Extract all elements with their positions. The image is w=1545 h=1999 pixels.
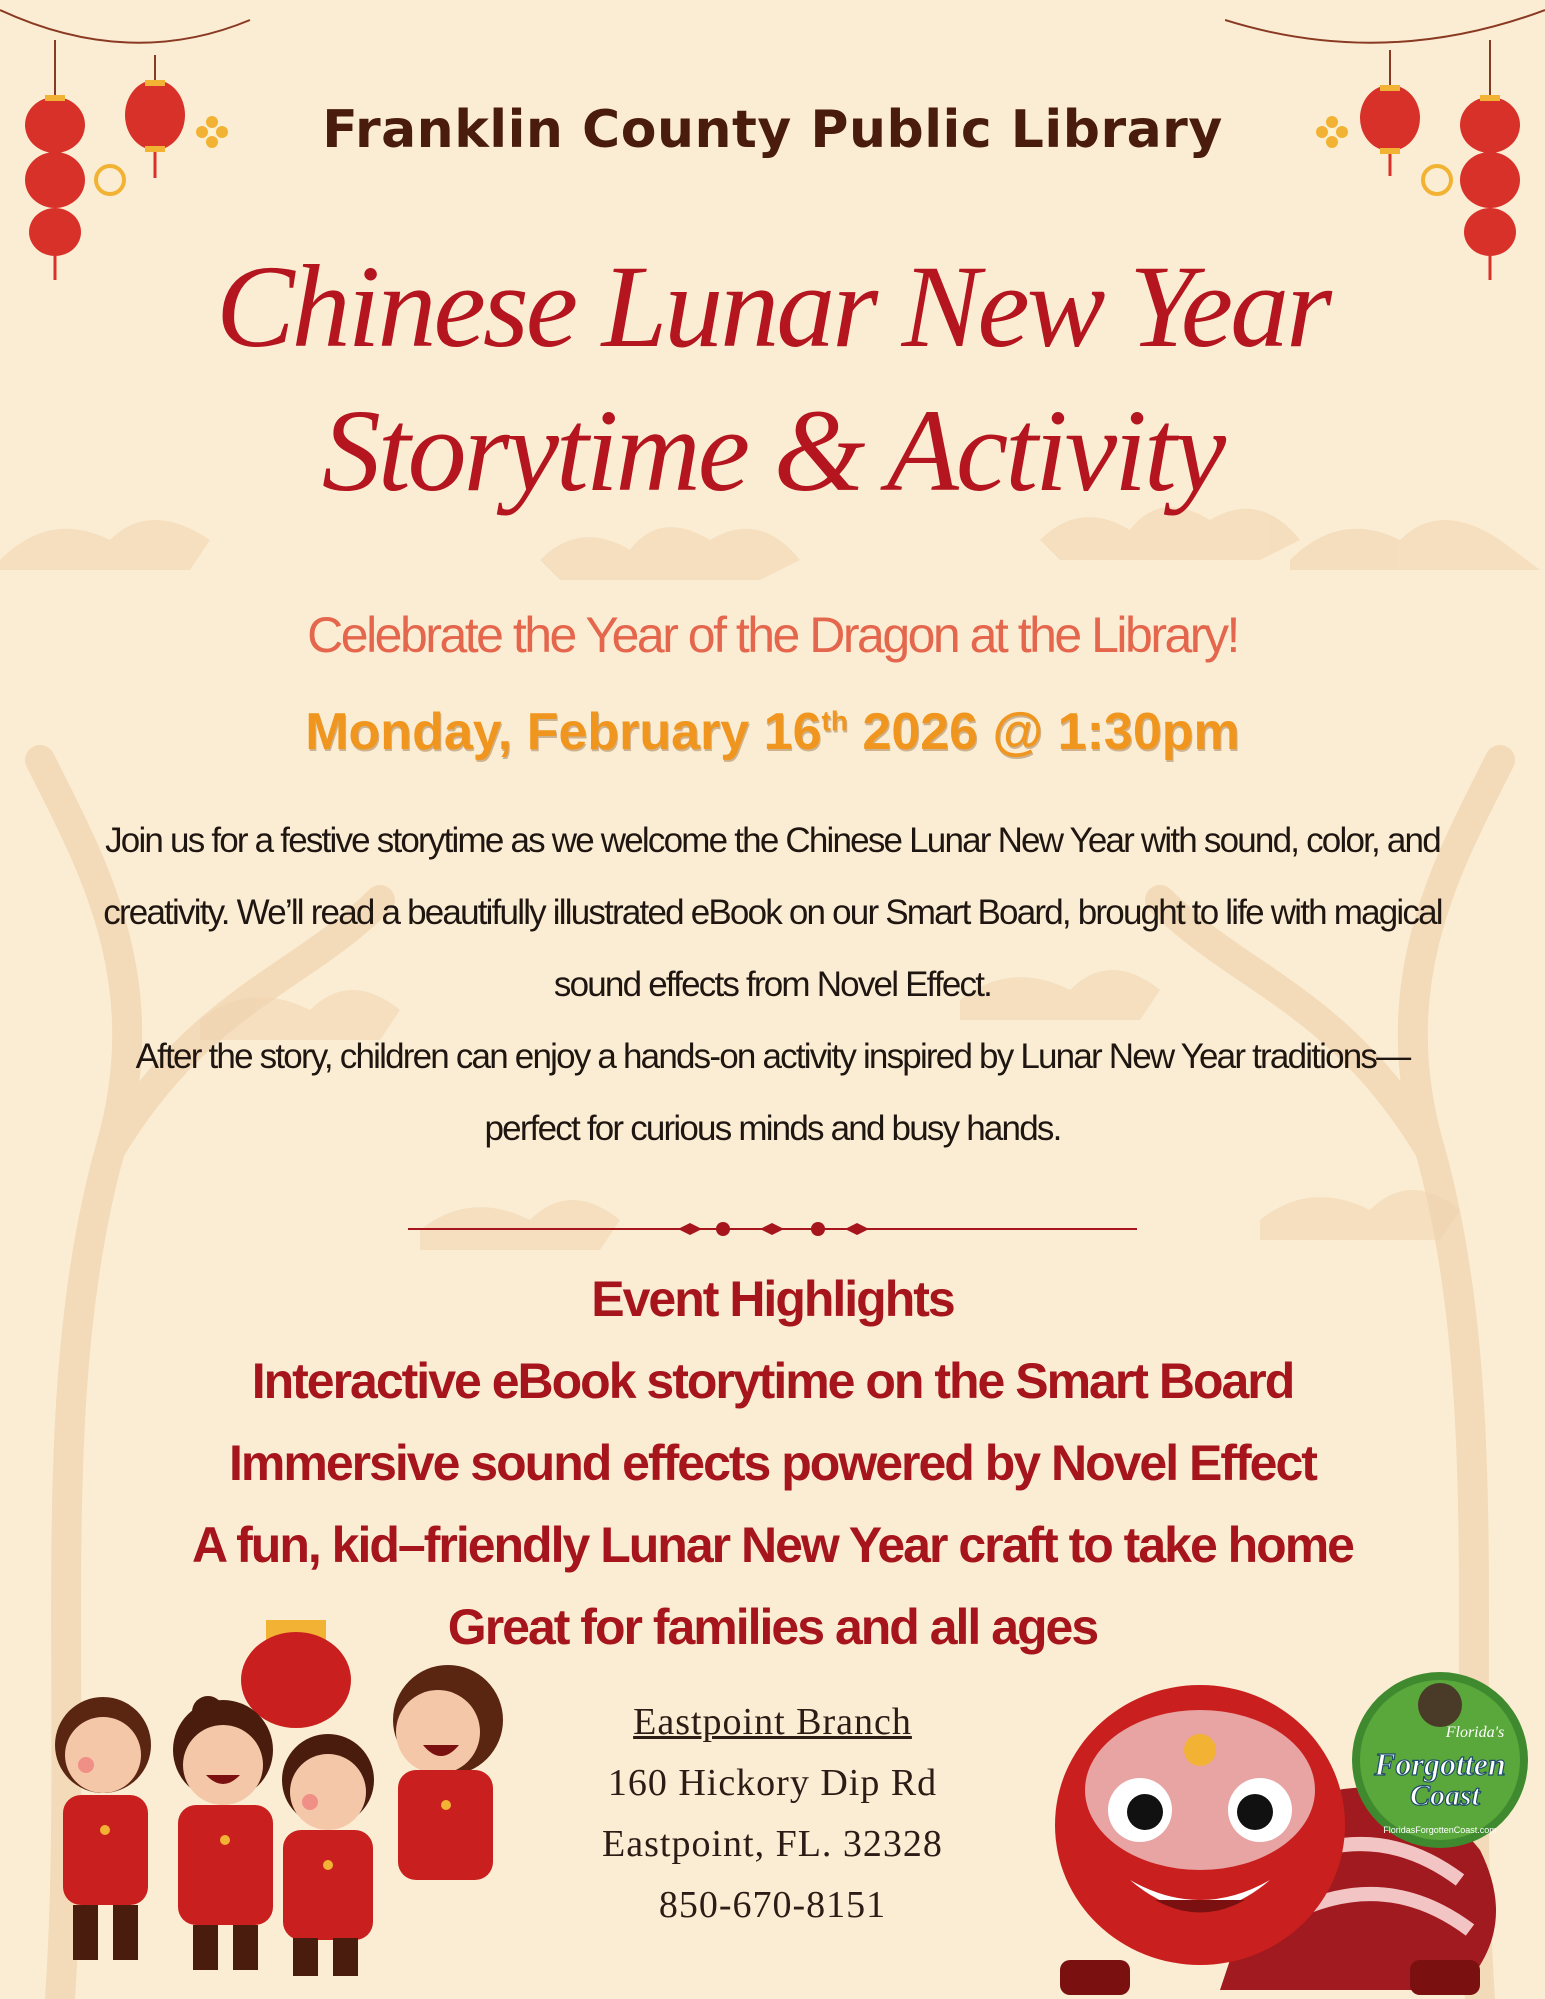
ornamental-divider — [408, 1218, 1137, 1240]
branch-address — [520, 1692, 1025, 1936]
description-paragraph: After the story, children can enjoy a hands-on activity inspired by Lunar New Year traditions—perfect for curious minds and busy hands. — [135, 1037, 1410, 1148]
highlight-item: Great for families and all ages — [447, 1599, 1098, 1655]
badge-main-text-2: Coast — [1409, 1779, 1481, 1812]
forgotten-coast-logo — [1345, 1665, 1535, 1855]
event-title-line-2: Storytime & Activity — [321, 385, 1224, 516]
children-celebrating-illustration — [28, 1620, 538, 1980]
branch-name: Eastpoint Branch — [633, 1701, 912, 1743]
event-title-line-1: Chinese Lunar New Year — [215, 241, 1330, 372]
highlight-item: A fun, kid–friendly Lunar New Year craft to take home — [192, 1517, 1353, 1573]
highlights-heading: Event Highlights — [591, 1271, 954, 1327]
phone-number: 850-670-8151 — [658, 1884, 887, 1926]
badge-url-text: FloridasForgottenCoast.com — [1383, 1825, 1497, 1835]
street-address: 160 Hickory Dip Rd — [607, 1762, 938, 1804]
city-state-zip: Eastpoint, FL. 32328 — [602, 1823, 943, 1865]
highlight-item: Immersive sound effects powered by Novel Effect — [229, 1435, 1316, 1491]
badge-main-text-1: Forgotten — [1374, 1746, 1506, 1782]
event-time: 2026 @ 1:30pm — [847, 703, 1240, 761]
event-description — [90, 805, 1455, 1165]
date-ordinal-suffix: th — [821, 705, 848, 737]
event-date: Monday, February 16 — [305, 703, 822, 761]
description-paragraph: Join us for a festive storytime as we welcome the Chinese Lunar New Year with sound, color, and creativity. We’ll read a beautifully illustrated eBook on our Smart Board, brought to life with magical sound effects from Novel Effect. — [103, 821, 1442, 1004]
library-name: Franklin County Public Library — [322, 100, 1223, 160]
event-datetime — [0, 702, 1545, 762]
event-highlights — [0, 1258, 1545, 1668]
badge-top-text: Florida's — [1445, 1724, 1505, 1741]
highlight-item: Interactive eBook storytime on the Smart Board — [251, 1353, 1294, 1409]
event-subtitle: Celebrate the Year of the Dragon at the Library! — [307, 607, 1238, 663]
